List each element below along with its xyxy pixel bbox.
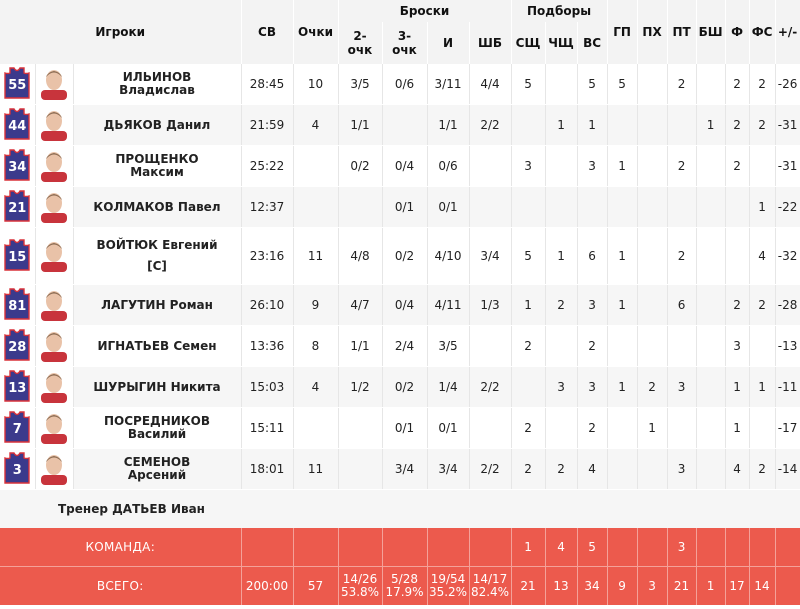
two-pt-cell: 3/5: [338, 64, 382, 105]
total-to: 3: [637, 567, 667, 606]
team-row-label: КОМАНДА:: [0, 528, 241, 567]
stl-cell: [667, 187, 696, 228]
plus-minus-cell: -22: [775, 187, 800, 228]
three-pt-cell: 2/4: [382, 326, 427, 367]
player-name[interactable]: ПРОЩЕНКО Максим: [73, 146, 241, 187]
total-ft: 19/54 35.2%: [427, 567, 469, 606]
pf-cell: 1: [725, 367, 749, 408]
player-row: [0, 64, 800, 105]
plus-minus-cell: -31: [775, 146, 800, 187]
pf-cell: 2: [725, 64, 749, 105]
fb-header[interactable]: ШБ: [469, 22, 511, 64]
blk-cell: [696, 187, 725, 228]
jersey-icon: [0, 228, 35, 285]
plus-minus-cell: -13: [775, 326, 800, 367]
blk-cell: 1: [696, 105, 725, 146]
fs-cell: 2: [749, 105, 775, 146]
two-pt-cell: 4/8: [338, 228, 382, 285]
stl-cell: [667, 326, 696, 367]
player-row: [0, 187, 800, 228]
dreb-cell: [545, 64, 577, 105]
sv-cell: 28:45: [241, 64, 293, 105]
ft-cell: 3/4: [427, 449, 469, 490]
ast-cell: 1: [607, 367, 637, 408]
oreb-cell: 5: [511, 228, 545, 285]
oreb-header[interactable]: СЩ: [511, 22, 545, 64]
ast-cell: [607, 187, 637, 228]
ft-cell: 0/6: [427, 146, 469, 187]
points-cell: 10: [293, 64, 338, 105]
oreb-cell: 2: [511, 326, 545, 367]
dreb-header[interactable]: ЧЩ: [545, 22, 577, 64]
treb-cell: 5: [577, 64, 607, 105]
fs-cell: 2: [749, 285, 775, 326]
player-name[interactable]: ПОСРЕДНИКОВ Василий: [73, 408, 241, 449]
total-oreb: 21: [511, 567, 545, 606]
dreb-cell: [545, 146, 577, 187]
to-cell: [637, 285, 667, 326]
oreb-cell: [511, 105, 545, 146]
fb-cell: 3/4: [469, 228, 511, 285]
pf-cell: 3: [725, 326, 749, 367]
player-photo: [35, 449, 73, 490]
oreb-cell: 1: [511, 285, 545, 326]
captain-badge: [C]: [147, 259, 167, 273]
sv-cell: 15:03: [241, 367, 293, 408]
fs-cell: 2: [749, 64, 775, 105]
jersey-icon: [0, 146, 35, 187]
sv-cell: 23:16: [241, 228, 293, 285]
dreb-cell: [545, 187, 577, 228]
points-cell: [293, 408, 338, 449]
fs-cell: [749, 326, 775, 367]
to-cell: [637, 326, 667, 367]
jersey-number: 28: [8, 339, 27, 355]
points-cell: 4: [293, 367, 338, 408]
ast-cell: [607, 408, 637, 449]
player-row: [0, 408, 800, 449]
fb-cell: 1/3: [469, 285, 511, 326]
ast-cell: [607, 449, 637, 490]
shots-group-header: Броски: [338, 0, 511, 22]
blk-cell: [696, 64, 725, 105]
jersey-number: 3: [12, 462, 22, 478]
two-pt-header[interactable]: 2- очк: [338, 22, 382, 64]
blk-cell: [696, 449, 725, 490]
pf-cell: 2: [725, 146, 749, 187]
sv-header[interactable]: СВ: [241, 0, 293, 64]
ft-cell: 1/4: [427, 367, 469, 408]
stl-header[interactable]: ПТ: [667, 0, 696, 64]
total-pts: 57: [293, 567, 338, 606]
three-pt-cell: 0/1: [382, 408, 427, 449]
to-cell: [637, 64, 667, 105]
player-photo: [35, 285, 73, 326]
three-pt-cell: [382, 105, 427, 146]
points-cell: 11: [293, 449, 338, 490]
to-cell: [637, 187, 667, 228]
to-cell: [637, 146, 667, 187]
sv-cell: 18:01: [241, 449, 293, 490]
three-pt-cell: 3/4: [382, 449, 427, 490]
dreb-cell: [545, 408, 577, 449]
total-blk: 1: [696, 567, 725, 606]
jersey-icon: [0, 449, 35, 490]
blk-cell: [696, 326, 725, 367]
three-pt-cell: 0/6: [382, 64, 427, 105]
sv-cell: 12:37: [241, 187, 293, 228]
player-photo: [35, 187, 73, 228]
player-photo: [35, 367, 73, 408]
stl-cell: [667, 408, 696, 449]
dreb-cell: 1: [545, 105, 577, 146]
stl-cell: 2: [667, 64, 696, 105]
total-dreb: 13: [545, 567, 577, 606]
dreb-cell: 1: [545, 228, 577, 285]
pf-cell: [725, 187, 749, 228]
fs-header[interactable]: ФС: [749, 0, 775, 64]
ast-cell: [607, 105, 637, 146]
to-cell: [637, 228, 667, 285]
ft-cell: 0/1: [427, 408, 469, 449]
plus-minus-cell: -31: [775, 105, 800, 146]
jersey-number: 13: [8, 380, 27, 396]
player-row: [0, 146, 800, 187]
three-pt-cell: 0/4: [382, 146, 427, 187]
three-pt-cell: 0/1: [382, 187, 427, 228]
three-pt-cell: 0/4: [382, 285, 427, 326]
team-dreb: 4: [545, 528, 577, 567]
jersey-number: 7: [12, 421, 22, 437]
oreb-cell: [511, 367, 545, 408]
fs-cell: [749, 146, 775, 187]
player-photo: [35, 326, 73, 367]
plus-minus-cell: -28: [775, 285, 800, 326]
jersey-number: 15: [8, 249, 27, 265]
stl-cell: 2: [667, 146, 696, 187]
sv-cell: 13:36: [241, 326, 293, 367]
two-pt-cell: [338, 408, 382, 449]
treb-cell: 3: [577, 146, 607, 187]
pf-cell: [725, 228, 749, 285]
stl-cell: 6: [667, 285, 696, 326]
pf-cell: 4: [725, 449, 749, 490]
player-name[interactable]: СЕМЕНОВ Арсений: [73, 449, 241, 490]
two-pt-cell: 4/7: [338, 285, 382, 326]
jersey-icon: [0, 64, 35, 105]
team-treb: 5: [577, 528, 607, 567]
treb-cell: 2: [577, 326, 607, 367]
fb-cell: [469, 146, 511, 187]
blk-cell: [696, 146, 725, 187]
fs-cell: [749, 408, 775, 449]
total-pf: 17: [725, 567, 749, 606]
ft-cell: 3/5: [427, 326, 469, 367]
dreb-cell: [545, 326, 577, 367]
fb-cell: [469, 326, 511, 367]
ast-cell: 1: [607, 285, 637, 326]
two-pt-cell: 1/1: [338, 326, 382, 367]
total-treb: 34: [577, 567, 607, 606]
oreb-cell: 2: [511, 408, 545, 449]
points-cell: 8: [293, 326, 338, 367]
ast-cell: 1: [607, 146, 637, 187]
to-cell: 2: [637, 367, 667, 408]
sv-cell: 21:59: [241, 105, 293, 146]
stl-cell: 3: [667, 367, 696, 408]
points-cell: 11: [293, 228, 338, 285]
fs-cell: 1: [749, 187, 775, 228]
jersey-number: 44: [8, 118, 27, 134]
jersey-icon: [0, 326, 35, 367]
ft-cell: 3/11: [427, 64, 469, 105]
player-row: [0, 449, 800, 490]
ft-header[interactable]: И: [427, 22, 469, 64]
jersey-number: 81: [8, 298, 27, 314]
stl-cell: 2: [667, 228, 696, 285]
ft-cell: 0/1: [427, 187, 469, 228]
three-pt-header[interactable]: 3- очк: [382, 22, 427, 64]
plus-minus-cell: -17: [775, 408, 800, 449]
points-header[interactable]: Очки: [293, 0, 338, 64]
plus-minus-cell: -14: [775, 449, 800, 490]
team-oreb: 1: [511, 528, 545, 567]
blk-cell: [696, 285, 725, 326]
total-p2: 14/26 53.8%: [338, 567, 382, 606]
treb-cell: 1: [577, 105, 607, 146]
jersey-icon: [0, 105, 35, 146]
three-pt-cell: 0/2: [382, 367, 427, 408]
to-header[interactable]: ПХ: [637, 0, 667, 64]
two-pt-cell: [338, 187, 382, 228]
ft-cell: 4/10: [427, 228, 469, 285]
points-cell: 4: [293, 105, 338, 146]
ast-cell: 1: [607, 228, 637, 285]
treb-cell: 2: [577, 408, 607, 449]
total-p3: 5/28 17.9%: [382, 567, 427, 606]
fb-cell: 2/2: [469, 449, 511, 490]
fb-cell: 4/4: [469, 64, 511, 105]
total-stl: 21: [667, 567, 696, 606]
player-photo: [35, 105, 73, 146]
blk-cell: [696, 228, 725, 285]
ft-cell: 1/1: [427, 105, 469, 146]
fb-cell: 2/2: [469, 105, 511, 146]
dreb-cell: 3: [545, 367, 577, 408]
blk-cell: [696, 367, 725, 408]
treb-cell: [577, 187, 607, 228]
fs-cell: 2: [749, 449, 775, 490]
fs-cell: 1: [749, 367, 775, 408]
pf-header[interactable]: Ф: [725, 0, 749, 64]
two-pt-cell: 0/2: [338, 146, 382, 187]
total-ast: 9: [607, 567, 637, 606]
three-pt-cell: 0/2: [382, 228, 427, 285]
player-photo: [35, 408, 73, 449]
player-photo: [35, 64, 73, 105]
sv-cell: 15:11: [241, 408, 293, 449]
pf-cell: 2: [725, 105, 749, 146]
ast-header[interactable]: ГП: [607, 0, 637, 64]
to-cell: 1: [637, 408, 667, 449]
ast-cell: [607, 326, 637, 367]
points-cell: [293, 146, 338, 187]
oreb-cell: 2: [511, 449, 545, 490]
treb-cell: 3: [577, 367, 607, 408]
player-row: [0, 285, 800, 326]
jersey-icon: [0, 408, 35, 449]
total-fs: 14: [749, 567, 775, 606]
plus-minus-cell: -32: [775, 228, 800, 285]
pf-cell: 2: [725, 285, 749, 326]
jersey-icon: [0, 285, 35, 326]
player-name[interactable]: ДЬЯКОВ Данил: [73, 105, 241, 146]
plus-minus-cell: -26: [775, 64, 800, 105]
player-photo: [35, 228, 73, 285]
treb-header[interactable]: ВС: [577, 22, 607, 64]
plus-minus-header[interactable]: +/-: [775, 0, 800, 64]
jersey-number: 34: [8, 159, 27, 175]
two-pt-cell: 1/2: [338, 367, 382, 408]
jersey-number: 55: [8, 77, 27, 93]
points-cell: [293, 187, 338, 228]
jersey-icon: [0, 187, 35, 228]
blk-cell: [696, 408, 725, 449]
treb-cell: 6: [577, 228, 607, 285]
player-row: [0, 105, 800, 146]
fb-cell: [469, 187, 511, 228]
points-cell: 9: [293, 285, 338, 326]
blk-header[interactable]: БШ: [696, 0, 725, 64]
total-fb: 14/17 82.4%: [469, 567, 511, 606]
treb-cell: 4: [577, 449, 607, 490]
oreb-cell: [511, 187, 545, 228]
player-name[interactable]: ВОЙТЮК Евгений [C]: [73, 228, 241, 285]
total-sv: 200:00: [241, 567, 293, 606]
dreb-cell: 2: [545, 285, 577, 326]
total-row-label: ВСЕГО:: [0, 567, 241, 606]
player-name[interactable]: ИЛЬИНОВ Владислав: [73, 64, 241, 105]
jersey-icon: [0, 367, 35, 408]
player-photo: [35, 146, 73, 187]
two-pt-cell: 1/1: [338, 105, 382, 146]
team-stl: 3: [667, 528, 696, 567]
rebounds-group-header: Подборы: [511, 0, 607, 22]
fb-cell: [469, 408, 511, 449]
plus-minus-cell: -11: [775, 367, 800, 408]
player-row: [0, 367, 800, 408]
ast-cell: 5: [607, 64, 637, 105]
fb-cell: 2/2: [469, 367, 511, 408]
player-name[interactable]: ШУРЫГИН Никита: [73, 367, 241, 408]
dreb-cell: 2: [545, 449, 577, 490]
stl-cell: 3: [667, 449, 696, 490]
pf-cell: 1: [725, 408, 749, 449]
players-header: Игроки: [0, 0, 241, 64]
stl-cell: [667, 105, 696, 146]
to-cell: [637, 105, 667, 146]
oreb-cell: 3: [511, 146, 545, 187]
total-pm: [775, 567, 800, 606]
ft-cell: 4/11: [427, 285, 469, 326]
coach-label: Тренер ДАТЬЕВ Иван: [0, 490, 800, 529]
player-name[interactable]: ЛАГУТИН Роман: [73, 285, 241, 326]
jersey-number: 21: [8, 200, 27, 216]
sv-cell: 25:22: [241, 146, 293, 187]
fs-cell: 4: [749, 228, 775, 285]
team-row: [0, 528, 800, 567]
sv-cell: 26:10: [241, 285, 293, 326]
player-row: [0, 326, 800, 367]
to-cell: [637, 449, 667, 490]
player-name[interactable]: КОЛМАКОВ Павел: [73, 187, 241, 228]
treb-cell: 3: [577, 285, 607, 326]
total-row: [0, 567, 800, 606]
player-name[interactable]: ИГНАТЬЕВ Семен: [73, 326, 241, 367]
player-row: [0, 228, 800, 285]
two-pt-cell: [338, 449, 382, 490]
oreb-cell: 5: [511, 64, 545, 105]
